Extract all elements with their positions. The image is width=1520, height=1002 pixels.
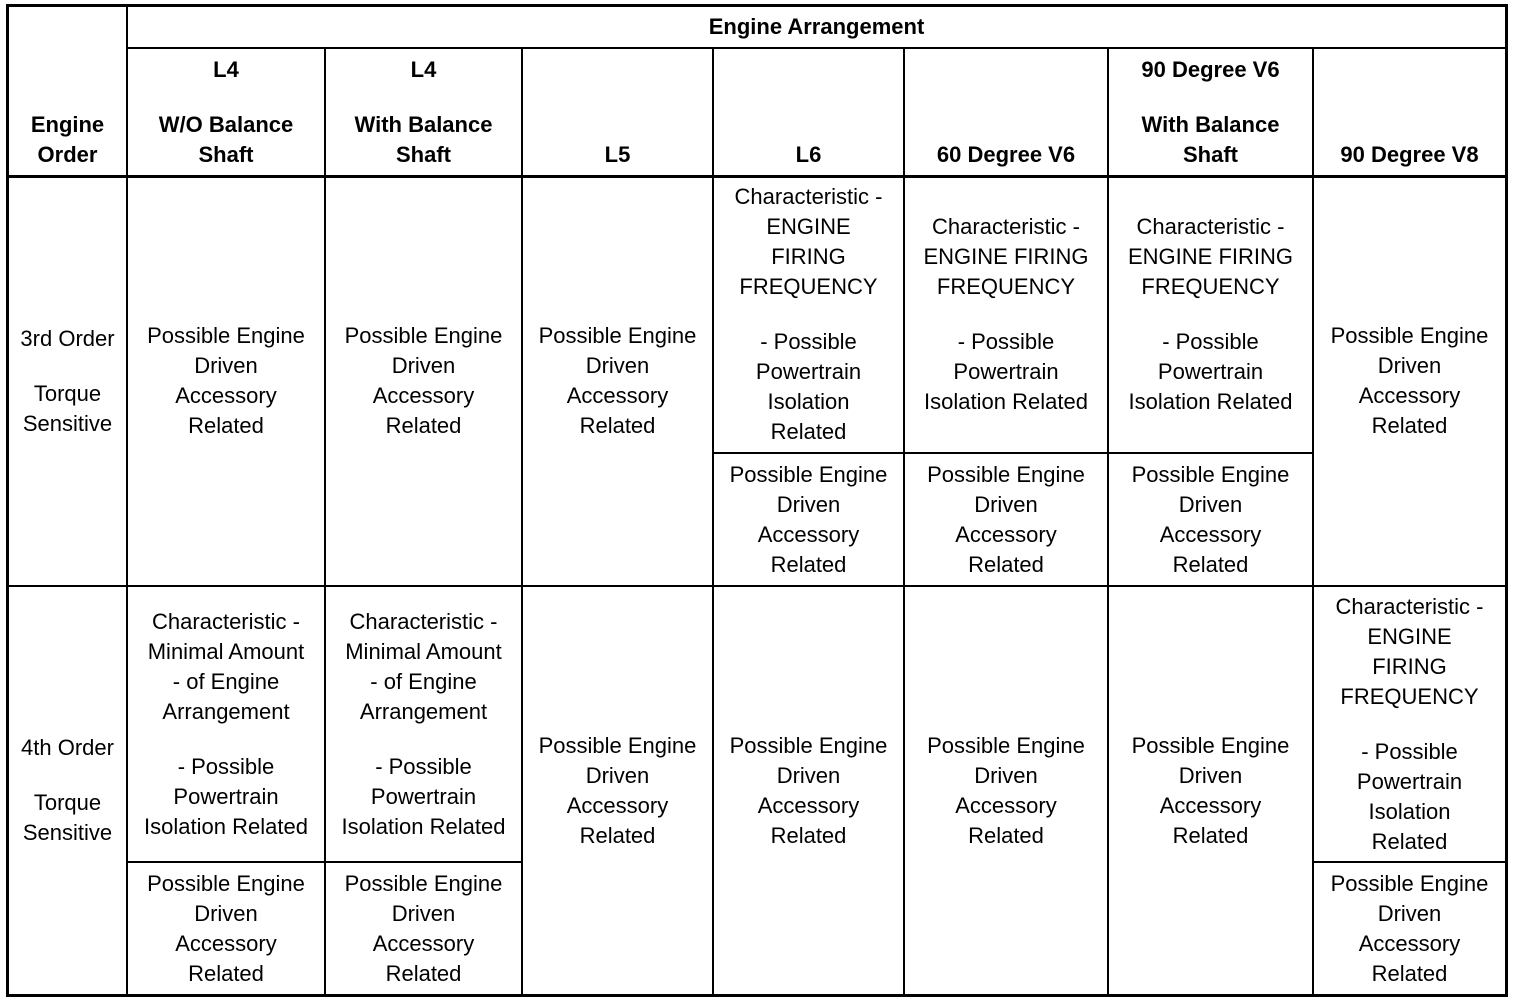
cell-4th-l4-no-balance-minimal-text: - Possible	[177, 753, 275, 779]
cell-4th-l6-text: Accessory	[757, 792, 860, 818]
cell-4th-l4-no-balance-minimal-text: Minimal Amount	[147, 638, 305, 664]
cell-3rd-l6-firing-text: Related	[770, 419, 847, 444]
cell-4th-l5-text: Driven	[585, 762, 650, 788]
column-header-l4-with-balance-text: L4	[410, 57, 437, 82]
engine-arrangement-header: Engine Arrangement	[708, 14, 925, 39]
cell-4th-v8-90-accessory-text: Accessory	[1358, 930, 1461, 956]
cell-4th-l4-no-balance-accessory-text: Possible Engine	[147, 870, 305, 896]
column-header-l4-with-balance-text: Shaft	[395, 142, 451, 167]
column-header-l4-no-balance-text: Shaft	[198, 142, 254, 167]
cell-4th-v6-90-balance-text: Related	[1172, 822, 1249, 848]
row-header-3rd-order-text: Sensitive	[22, 410, 113, 436]
cell-4th-l4-no-balance-minimal-text: Isolation Related	[144, 813, 308, 839]
column-header-l4-no-balance-text: W/O Balance	[158, 112, 294, 137]
column-header-l5-text: L5	[604, 142, 631, 167]
cell-4th-l4-no-balance-minimal-text: Arrangement	[162, 698, 290, 724]
cell-3rd-v6-60-firing-text: Powertrain	[953, 359, 1059, 384]
cell-3rd-l4-with-balance-text: Accessory	[372, 383, 475, 408]
column-header-v6-90-balance-text: With Balance	[1141, 112, 1280, 137]
cell-4th-v8-90-firing-text: - Possible	[1361, 739, 1458, 764]
cell-3rd-l6-accessory-text: Accessory	[757, 521, 860, 547]
cell-3rd-v6-60-firing-text: Isolation Related	[924, 389, 1088, 414]
cell-3rd-l4-no-balance-text: Related	[188, 413, 264, 438]
cell-3rd-v6-60-firing-text: Characteristic -	[932, 214, 1080, 239]
cell-4th-l4-with-balance-accessory-text: Accessory	[372, 930, 475, 956]
cell-3rd-v6-60-accessory-text: Related	[968, 551, 1044, 577]
cell-3rd-v8-90-text: Driven	[1377, 353, 1442, 378]
table-frame	[6, 4, 1508, 997]
cell-3rd-v6-90-balance-firing-text: Powertrain	[1157, 359, 1264, 384]
cell-3rd-l4-no-balance-text: Possible Engine	[147, 323, 305, 348]
cell-4th-l4-no-balance-minimal-text: - of Engine	[172, 668, 280, 694]
cell-4th-v8-90-accessory-text: Driven	[1377, 900, 1442, 926]
cell-4th-l4-no-balance-minimal-text: Powertrain	[173, 783, 279, 809]
column-header-v6-90-balance-text: Shaft	[1182, 142, 1238, 167]
cell-4th-l4-with-balance-minimal-text: - Possible	[375, 753, 472, 779]
row-header-3rd-order-text: Torque	[33, 380, 102, 406]
cell-4th-l6-text: Related	[770, 822, 847, 848]
cell-3rd-v6-60-firing-text: ENGINE FIRING	[923, 244, 1089, 269]
cell-4th-l4-no-balance-accessory-text: Related	[188, 960, 264, 986]
cell-3rd-l6-firing-text: FREQUENCY	[739, 274, 878, 299]
cell-3rd-v8-90-text: Possible Engine	[1330, 323, 1489, 348]
cell-3rd-l4-with-balance-text: Possible Engine	[344, 323, 503, 348]
cell-4th-l4-with-balance-minimal-text: Arrangement	[359, 698, 488, 724]
cell-3rd-l6-accessory-text: Possible Engine	[729, 461, 888, 487]
column-header-l4-no-balance-text: L4	[213, 57, 239, 82]
engine-order-header-text: Order	[37, 142, 98, 167]
cell-3rd-l6-firing-text: - Possible	[760, 329, 857, 354]
cell-4th-l4-no-balance-accessory-text: Driven	[194, 900, 258, 926]
cell-4th-l4-with-balance-minimal-text: Powertrain	[370, 783, 477, 809]
cell-3rd-v8-90-text: Related	[1371, 413, 1448, 438]
cell-4th-l4-no-balance-accessory-text: Accessory	[175, 930, 277, 956]
cell-3rd-v6-90-balance-firing-text: ENGINE FIRING	[1127, 244, 1293, 269]
cell-3rd-l5-text: Related	[579, 413, 656, 438]
cell-4th-l6-text: Driven	[776, 762, 841, 788]
cell-4th-v6-60-text: Possible Engine	[927, 732, 1085, 758]
cell-3rd-v6-90-balance-firing-text: - Possible	[1162, 329, 1259, 354]
row-header-4th-order-text: Sensitive	[22, 820, 113, 845]
cell-3rd-v6-90-balance-firing-text: Characteristic -	[1136, 214, 1285, 239]
cell-4th-v6-90-balance-text: Driven	[1178, 762, 1243, 788]
cell-3rd-v6-90-balance-firing-text: FREQUENCY	[1141, 274, 1280, 299]
cell-4th-l6-text: Possible Engine	[729, 732, 888, 758]
cell-4th-v8-90-firing-text: ENGINE	[1367, 624, 1452, 649]
cell-3rd-v6-90-balance-accessory-text: Driven	[1178, 491, 1243, 517]
row-header-4th-order-text: 4th Order	[21, 735, 114, 760]
cell-4th-l4-with-balance-accessory-text: Driven	[391, 900, 456, 926]
cell-4th-l5-text: Accessory	[566, 792, 669, 818]
cell-4th-l5-text: Related	[579, 822, 656, 848]
engine-order-header-text: Engine	[30, 112, 105, 137]
cell-4th-v6-60-text: Accessory	[955, 792, 1057, 818]
column-header-v8-90-text: 90 Degree V8	[1340, 142, 1479, 167]
column-header-l6-text: L6	[795, 142, 822, 167]
cell-3rd-l4-with-balance-text: Related	[385, 413, 462, 438]
cell-4th-v8-90-accessory-text: Possible Engine	[1330, 870, 1489, 896]
cell-3rd-l5-text: Accessory	[566, 383, 669, 408]
cell-4th-v6-90-balance-text: Possible Engine	[1131, 732, 1290, 758]
cell-4th-l5-text: Possible Engine	[538, 732, 697, 758]
cell-3rd-v6-90-balance-accessory-text: Related	[1172, 551, 1249, 577]
cell-3rd-v6-60-accessory-text: Possible Engine	[927, 461, 1085, 487]
cell-3rd-v6-60-firing-text: FREQUENCY	[936, 274, 1076, 299]
cell-4th-l4-with-balance-minimal-text: Characteristic -	[349, 608, 498, 634]
cell-3rd-v6-90-balance-accessory-text: Possible Engine	[1131, 461, 1290, 487]
cell-3rd-l4-with-balance-text: Driven	[391, 353, 456, 378]
cell-3rd-v6-60-firing-text: - Possible	[957, 329, 1055, 354]
cell-4th-v8-90-firing-text: Characteristic -	[1335, 594, 1484, 619]
cell-4th-l4-with-balance-minimal-text: Isolation Related	[341, 813, 506, 839]
cell-4th-l4-with-balance-minimal-text: - of Engine	[370, 668, 477, 694]
cell-3rd-v6-60-accessory-text: Accessory	[955, 521, 1057, 547]
cell-3rd-v6-90-balance-firing-text: Isolation Related	[1128, 389, 1293, 414]
cell-4th-v8-90-firing-text: FREQUENCY	[1340, 684, 1479, 709]
cell-4th-l4-with-balance-accessory-text: Related	[385, 960, 462, 986]
cell-3rd-l6-firing-text: Isolation	[767, 389, 850, 414]
cell-3rd-v8-90-text: Accessory	[1358, 383, 1461, 408]
cell-3rd-l6-firing-text: Characteristic -	[734, 184, 883, 209]
cell-4th-v8-90-accessory-text: Related	[1371, 960, 1448, 986]
cell-4th-v6-90-balance-text: Accessory	[1159, 792, 1262, 818]
cell-4th-v6-60-text: Driven	[974, 762, 1038, 788]
cell-4th-v8-90-firing-text: FIRING	[1372, 654, 1447, 679]
cell-4th-l4-with-balance-minimal-text: Minimal Amount	[345, 638, 502, 664]
cell-3rd-v6-60-accessory-text: Driven	[974, 491, 1038, 517]
cell-3rd-l4-no-balance-text: Driven	[194, 353, 258, 378]
cell-3rd-l6-accessory-text: Related	[770, 551, 847, 577]
column-header-l4-with-balance-text: With Balance	[354, 112, 493, 137]
cell-3rd-l5-text: Driven	[585, 353, 650, 378]
column-header-v6-60-text: 60 Degree V6	[936, 142, 1076, 167]
cell-4th-v6-60-text: Related	[968, 822, 1044, 848]
cell-4th-v8-90-firing-text: Powertrain	[1356, 769, 1463, 794]
row-header-4th-order-text: Torque	[33, 790, 102, 815]
cell-3rd-l6-firing-text: Powertrain	[755, 359, 862, 384]
cell-3rd-l6-firing-text: ENGINE	[766, 214, 851, 239]
cell-3rd-l5-text: Possible Engine	[538, 323, 697, 348]
cell-4th-v8-90-firing-text: Isolation	[1368, 799, 1451, 824]
cell-3rd-l6-firing-text: FIRING	[771, 244, 846, 269]
cell-4th-v8-90-firing-text: Related	[1371, 829, 1448, 854]
cell-3rd-l4-no-balance-text: Accessory	[175, 383, 277, 408]
row-header-3rd-order-text: 3rd Order	[20, 325, 115, 351]
cell-4th-l4-no-balance-minimal-text: Characteristic -	[152, 608, 300, 634]
cell-3rd-v6-90-balance-accessory-text: Accessory	[1159, 521, 1262, 547]
cell-4th-l4-with-balance-accessory-text: Possible Engine	[344, 870, 503, 896]
cell-3rd-l6-accessory-text: Driven	[776, 491, 841, 517]
column-header-v6-90-balance-text: 90 Degree V6	[1141, 57, 1280, 82]
